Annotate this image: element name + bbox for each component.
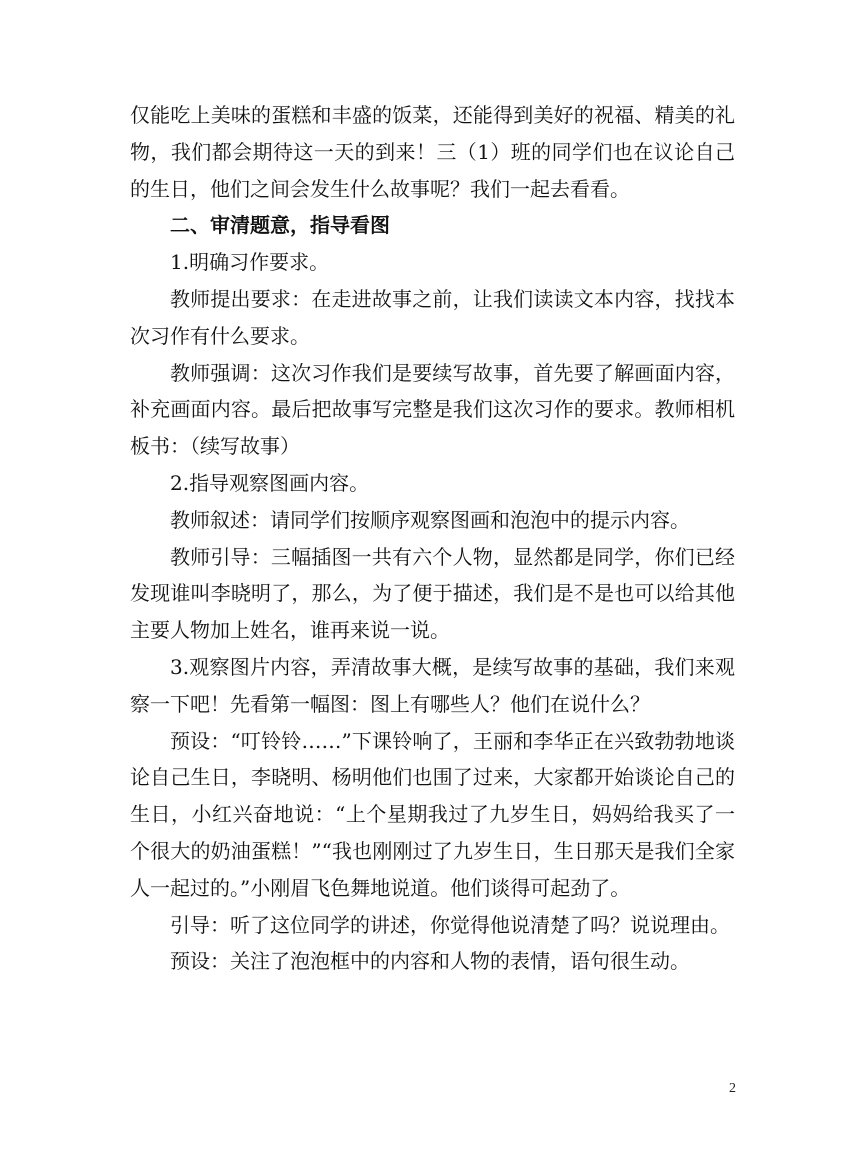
paragraph-step-2: 2.指导观察图画内容。 (170, 470, 370, 495)
paragraph-teacher-emphasis: 教师强调：这次习作我们是要续写故事，首先要了解画面内容，补充画面内容。最后把故事写完整是我们这次习作的要求。教师相机板书：（续写故事） (130, 360, 735, 459)
paragraph-intro: 仅能吃上美味的蛋糕和丰盛的饭菜，还能得到美好的祝福、精美的礼物，我们都会期待这一天的到来！三（1）班的同学们也在议论自己的生日，他们之间会发生什么故事呢？我们一起去看看。 (130, 103, 735, 201)
paragraph-step-1: 1.明确习作要求。 (170, 250, 330, 275)
page-number: 2 (729, 1081, 736, 1096)
section-heading: 二、审清题意，指导看图 (170, 213, 390, 238)
paragraph-teacher-guidance: 教师引导：三幅插图一共有六个人物，显然都是同学，你们已经发现谁叫李晓明了，那么，为了便于描述，我们是不是也可以给其他主要人物加上姓名，谁再来说一说。 (130, 544, 735, 643)
paragraph-step-3: 3.观察图片内容，弄清故事大概，是续写故事的基础，我们来观察一下吧！先看第一幅图：图上有哪些人？他们在说什么？ (130, 654, 735, 716)
paragraph-preset-story: 预设：“叮铃铃……”下课铃响了，王丽和李华正在兴致勃勃地谈论自己生日，李晓明、杨明他们也围了过来，大家都开始谈论自己的生日，小红兴奋地说：“上个星期我过了九岁生日，妈妈给我买了一个很大的奶油蛋糕！”“我也刚刚过了九岁生日，生日那天是我们全家人一起过的。”小刚眉飞色舞地说道。他们谈得可起劲了。 (130, 728, 735, 900)
document-body (130, 97, 735, 980)
paragraph-teacher-request: 教师提出要求：在走进故事之前，让我们读读文本内容，找找本次习作有什么要求。 (130, 286, 735, 348)
paragraph-teacher-narration: 教师叙述：请同学们按顺序观察图画和泡泡中的提示内容。 (170, 507, 690, 532)
paragraph-guidance-question: 引导：听了这位同学的讲述，你觉得他说清楚了吗？说说理由。 (170, 912, 730, 937)
paragraph-preset-answer: 预设：关注了泡泡框中的内容和人物的表情，语句很生动。 (170, 949, 690, 974)
